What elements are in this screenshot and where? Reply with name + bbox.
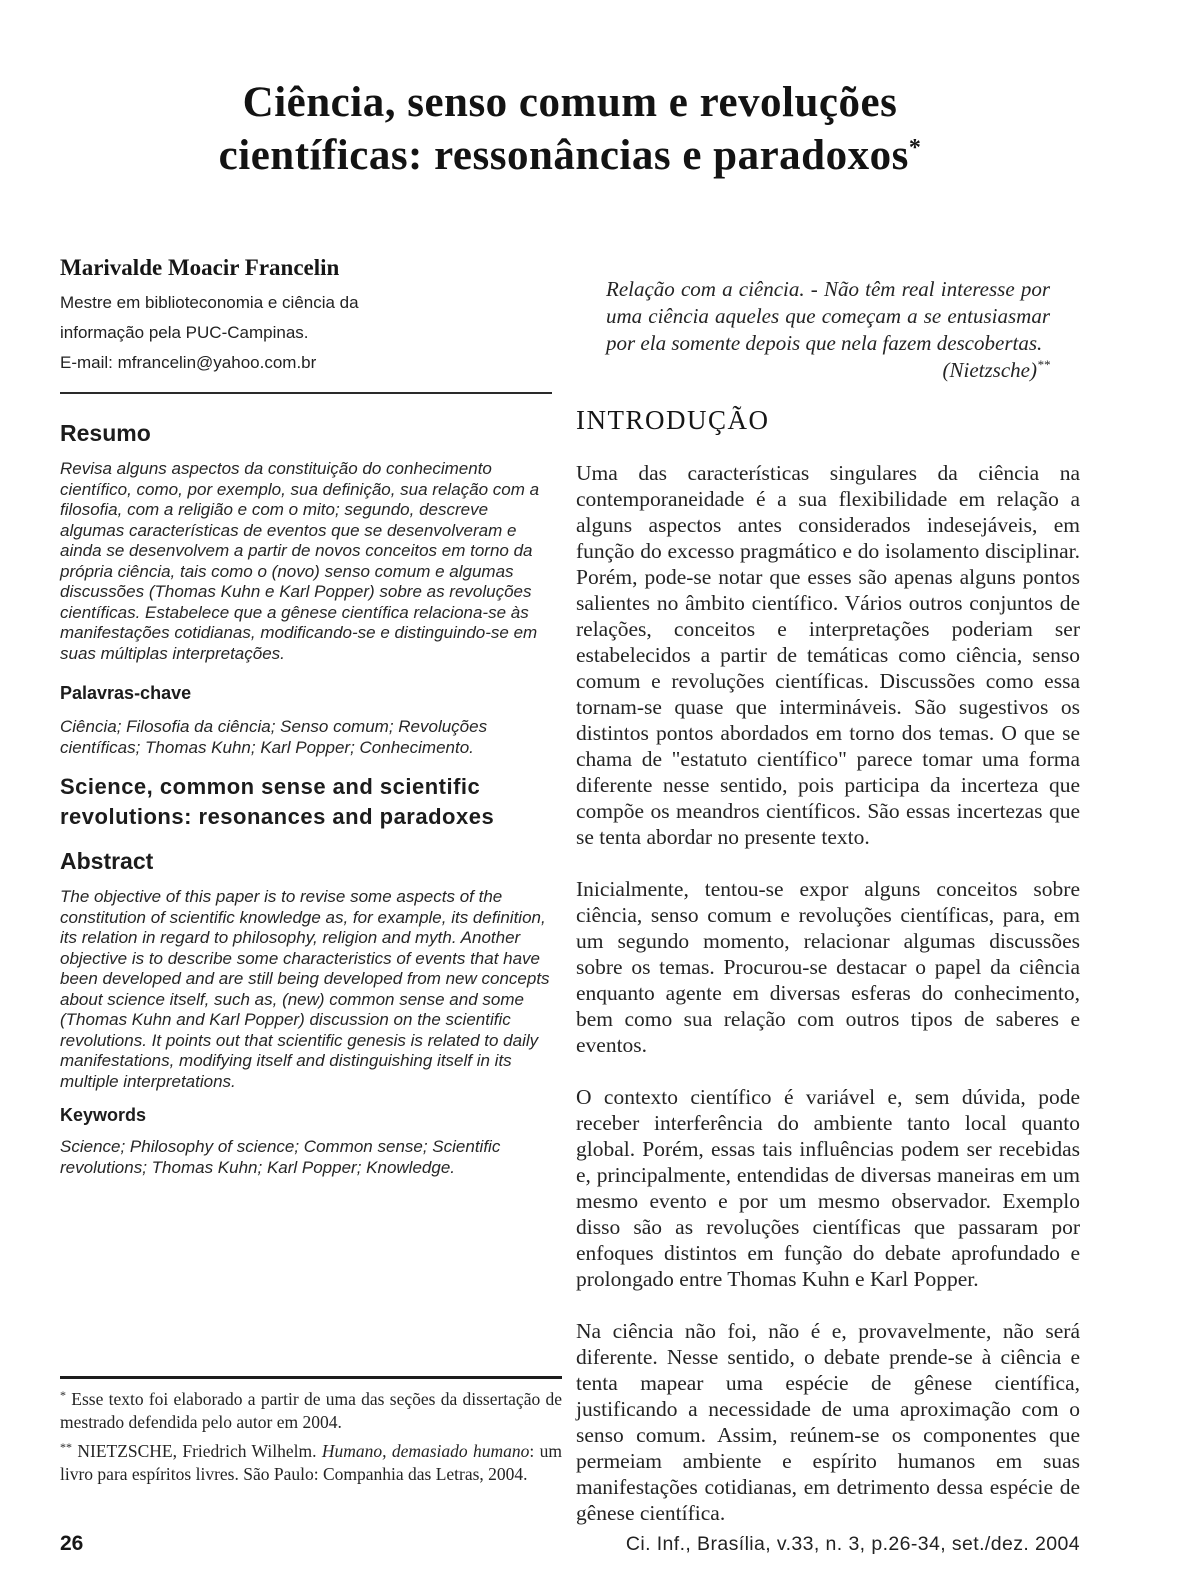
- abstract-text: The objective of this paper is to revise some aspects of the constitution of scientific knowledge as, for example, its definition, its relation in regard to philosophy, religion and myth. Another objective is to describe some characteristics of events that have been developed and are still being developed from new concepts about science itself, such as, (new) common sense and some (Thomas Kuhn and Karl Popper) discussion on the scientific revolutions. It points out that scientific genesis is related to daily manifestations, modifying itself and distinguishing itself in its multiple interpretations.: [60, 887, 550, 1091]
- author-details: [60, 288, 552, 378]
- author-divider: [60, 392, 552, 394]
- introduction-paragraph: Inicialmente, tentou-se expor alguns conceitos sobre ciência, senso comum e revoluções científicas, para, em um segundo momento, relacionar algumas discussões sobre os temas. Procurou-se destacar o papel da ciência enquanto agente em diversas esferas do conhecimento, bem como sua relação com outros tipos de saberes e eventos.: [576, 877, 1080, 1057]
- epigraph-attribution: [606, 357, 1050, 384]
- journal-reference: Ci. Inf., Brasília, v.33, n. 3, p.26-34, set./dez. 2004: [625, 1533, 1080, 1555]
- epigraph-footnote-marker: **: [1037, 357, 1050, 372]
- abstract-heading: Abstract: [60, 848, 154, 874]
- article-title: [60, 76, 1080, 182]
- palavras-chave-heading: Palavras-chave: [60, 683, 192, 703]
- footnote-1-text: Esse texto foi elaborado a partir de uma das seções da dissertação de mestrado defendida pelo autor em 2004.: [60, 1389, 562, 1432]
- footnote-2: [60, 1440, 562, 1486]
- article-title-line2-text: científicas: ressonâncias e paradoxos: [218, 132, 909, 179]
- left-column: [60, 254, 552, 1178]
- article-title-line2: [60, 129, 1080, 182]
- page-number: 26: [60, 1532, 84, 1555]
- footnote-2-book-title: Humano, demasiado humano: [321, 1441, 530, 1461]
- author-affiliation-line1: Mestre em biblioteconomia e ciência da: [60, 293, 359, 312]
- introduction-paragraph: O contexto científico é variável e, sem dúvida, pode receber interferência do ambiente tanto local quanto global. Porém, essas tais influências podem ser recebidas e, principalmente, entendidas de diversas maneiras em um mesmo evento e por um mesmo observador. Exemplo disso são as revoluções científicas que passaram por enfoques distintos em função do debate aprofundado e prolongado entre Thomas Kuhn e Karl Popper.: [576, 1085, 1080, 1291]
- epigraph-line: uma ciência aqueles que começam a se entusiasmar: [606, 304, 1050, 328]
- footnote-2-prefix: NIETZSCHE, Friedrich Wilhelm.: [72, 1441, 322, 1461]
- resumo-text: Revisa alguns aspectos da constituição do conhecimento científico, como, por exemplo, sua definição, sua relação com a filosofia, com a religião e com o mito; segundo, descreve algumas características de eventos que se desenvolveram e ainda se desenvolvem a partir de novos conceitos em torno da própria ciência, tais como o (novo) senso comum e algumas discussões (Thomas Kuhn e Karl Popper) sobre as revoluções científicas. Estabelece que a gênese científica relaciona-se às manifestações cotidianas, modificando-se e distinguindo-se em suas múltiplas interpretações.: [60, 459, 540, 663]
- author-name: Marivalde Moacir Francelin: [60, 255, 340, 280]
- introduction-paragraph: Na ciência não foi, não é e, provavelmente, não será diferente. Nesse sentido, o debate prende-se à ciência e tenta mapear uma espécie de gênese científica, justificando a necessidade de uma aproximação com o senso comum. Assim, reúnem-se os componentes que permeiam ambiente e espírito humanos em suas manifestações cotidianas, em detrimento dessa espécie de gênese científica.: [576, 1319, 1080, 1525]
- keywords-heading: Keywords: [60, 1105, 147, 1125]
- page-footer: [60, 1532, 1080, 1556]
- author-email: E-mail: mfrancelin@yahoo.com.br: [60, 353, 317, 372]
- right-column: [576, 276, 1080, 1526]
- footnote-2-marker: **: [60, 1440, 72, 1454]
- keywords-text: Science; Philosophy of science; Common sense; Scientific revolutions; Thomas Kuhn; Karl Popper; Knowledge.: [60, 1137, 501, 1177]
- footnote-1-marker: *: [60, 1388, 66, 1402]
- epigraph-line: por ela somente depois que nela fazem descobertas.: [606, 331, 1043, 355]
- article-title-line1: Ciência, senso comum e revoluções: [242, 79, 898, 126]
- resumo-heading: Resumo: [60, 420, 151, 446]
- footnotes-divider: [60, 1376, 562, 1379]
- footnote-1: [60, 1388, 562, 1434]
- epigraph-attribution-text: (Nietzsche): [942, 358, 1037, 382]
- introduction-heading: INTRODUÇÃO: [576, 405, 770, 435]
- palavras-chave-text: Ciência; Filosofia da ciência; Senso comum; Revoluções científicas; Thomas Kuhn; Karl Popper; Conhecimento.: [60, 717, 488, 757]
- english-title: Science, common sense and scientific revolutions: resonances and paradoxes: [60, 774, 495, 829]
- footnote-2-suffix: : um livro para espíritos livres. São Paulo: Companhia das Letras, 2004.: [60, 1441, 562, 1484]
- title-footnote-marker: *: [908, 135, 922, 161]
- epigraph: [606, 276, 1050, 384]
- epigraph-line: Relação com a ciência. - Não têm real interesse por: [606, 277, 1050, 301]
- author-affiliation-line2: informação pela PUC-Campinas.: [60, 323, 309, 342]
- footnotes-section: [60, 1376, 562, 1486]
- introduction-paragraph: Uma das características singulares da ciência na contemporaneidade é a sua flexibilidade em relação a alguns aspectos antes considerados indesejáveis, em função do excesso pragmático e do isolamento disciplinar. Porém, pode-se notar que esses são apenas alguns pontos salientes no âmbito científico. Vários outros conjuntos de relações, conceitos e interpretações poderiam ser estabelecidos a partir de temáticas como ciência, senso comum e revoluções científicas. Discussões como essa tornam-se quase que intermináveis. São sugestivos os distintos pontos abordados em torno dos temas. O que se chama de "estatuto científico" parece tomar uma forma diferente nesse sentido, pois participa da incerteza que compõe os meandros científicos. São essas incertezas que se tenta abordar no presente texto.: [576, 461, 1080, 849]
